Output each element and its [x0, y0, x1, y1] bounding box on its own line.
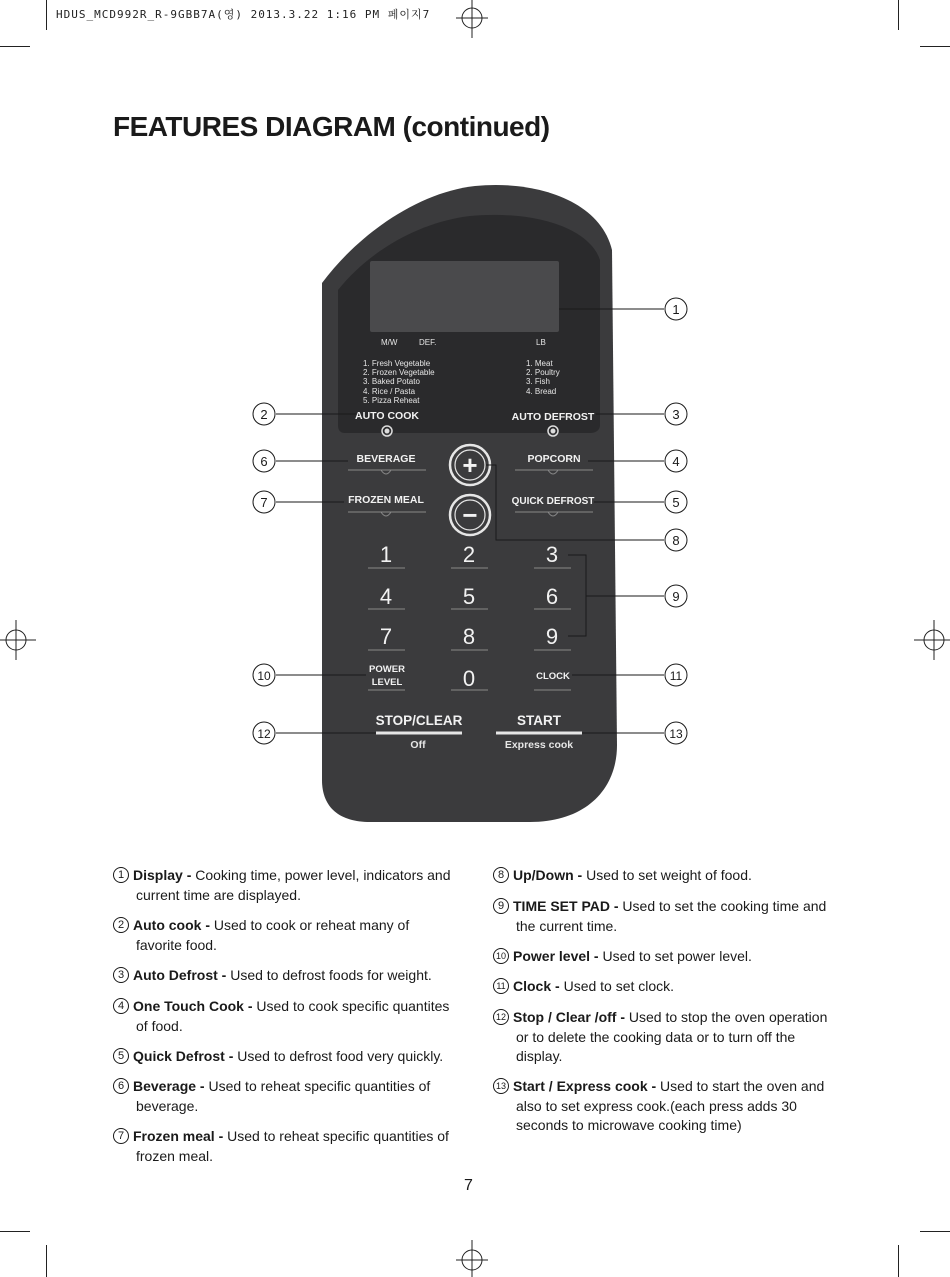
display-label-lb: LB: [536, 338, 546, 347]
crop-mark: [898, 1245, 899, 1277]
auto-cook-list-item: 1. Fresh Vegetable: [363, 359, 431, 368]
feature-item-frozen-meal: 7 Frozen meal - Used to reheat specific quantities of frozen meal.: [113, 1127, 453, 1166]
express-cook-label: Express cook: [504, 739, 574, 751]
auto-cook-list-item: 5. Pizza Reheat: [363, 396, 420, 405]
feature-item-beverage: 6 Beverage - Used to reheat specific quantities of beverage.: [113, 1077, 453, 1116]
feature-item-time-set-pad: 9 TIME SET PAD - Used to set the cooking time and the current time.: [493, 897, 833, 936]
print-header: HDUS_MCD992R_R-9GBB7A(영) 2013.3.22 1:16 PM 페이지7: [56, 8, 431, 21]
feature-item-one-touch-cook: 4 One Touch Cook - Used to cook specific quantites of food.: [113, 997, 453, 1036]
page-number: 7: [464, 1177, 473, 1194]
feature-number: 2: [113, 917, 129, 933]
start-button[interactable]: START: [517, 713, 561, 728]
feature-number: 7: [113, 1128, 129, 1144]
auto-cook-list-item: 4. Rice / Pasta: [363, 387, 416, 396]
callout-number: 9: [672, 589, 680, 604]
keypad-key[interactable]: 9: [545, 624, 559, 649]
callout-number: 6: [260, 454, 268, 469]
display-label-def: DEF.: [419, 338, 437, 347]
keypad-key[interactable]: 8: [462, 624, 476, 649]
callout-number: 10: [257, 669, 271, 683]
crop-mark: [46, 1245, 47, 1277]
feature-item-clock: 11 Clock - Used to set clock.: [493, 977, 833, 997]
callout-number: 1: [672, 302, 680, 317]
power-level-button[interactable]: POWER: [369, 664, 405, 675]
feature-item-stop-clear: 12 Stop / Clear /off - Used to stop the oven operation or to delete the cooking data or to turn off the display.: [493, 1008, 833, 1067]
clock-button[interactable]: CLOCK: [536, 671, 570, 682]
auto-cook-list-item: 3. Baked Potato: [363, 377, 420, 386]
crop-mark: [920, 1231, 950, 1232]
feature-item-quick-defrost: 5 Quick Defrost - Used to defrost food very quickly.: [113, 1047, 453, 1067]
minus-icon: −: [462, 500, 478, 530]
callout-number: 4: [672, 454, 680, 469]
feature-number: 4: [113, 998, 129, 1014]
page-title: FEATURES DIAGRAM (continued): [113, 111, 550, 142]
auto-defrost-list-item: 1. Meat: [526, 359, 553, 368]
display-label-mw: M/W: [381, 338, 398, 347]
keypad-key[interactable]: 6: [545, 584, 559, 609]
auto-defrost-list-item: 2. Poultry: [526, 368, 560, 377]
keypad-key[interactable]: 7: [379, 624, 393, 649]
auto-defrost-list-item: 3. Fish: [526, 377, 551, 386]
popcorn-button[interactable]: POPCORN: [527, 453, 581, 465]
feature-item-auto-defrost: 3 Auto Defrost - Used to defrost foods for weight.: [113, 966, 453, 986]
crop-mark: [0, 1231, 30, 1232]
feature-number: 8: [493, 867, 509, 883]
feature-item-up-down: 8 Up/Down - Used to set weight of food.: [493, 866, 833, 886]
auto-cook-button[interactable]: AUTO COOK: [355, 410, 419, 422]
quick-defrost-button[interactable]: QUICK DEFROST: [511, 496, 595, 507]
feature-number: 1: [113, 867, 129, 883]
callout-number: 8: [672, 533, 680, 548]
feature-item-start: 13 Start / Express cook - Used to start the oven and also to set express cook.(each press adds 30 seconds to microwave cooking time): [493, 1077, 833, 1136]
keypad-key[interactable]: 1: [379, 542, 393, 567]
callout-number: 2: [260, 407, 268, 422]
keypad-key[interactable]: 5: [462, 584, 476, 609]
auto-defrost-list-item: 4. Bread: [526, 387, 557, 396]
feature-number: 13: [493, 1078, 509, 1094]
feature-number: 11: [493, 978, 509, 994]
beverage-button[interactable]: BEVERAGE: [356, 453, 416, 465]
auto-defrost-button[interactable]: AUTO DEFROST: [511, 411, 595, 423]
feature-number: 12: [493, 1009, 509, 1025]
display-screen: [370, 261, 559, 332]
callout-number: 5: [672, 495, 680, 510]
feature-number: 9: [493, 898, 509, 914]
feature-item-power-level: 10 Power level - Used to set power level.: [493, 947, 833, 967]
callout-number: 12: [257, 727, 271, 741]
keypad-key[interactable]: 4: [379, 584, 393, 609]
feature-number: 6: [113, 1078, 129, 1094]
feature-number: 3: [113, 967, 129, 983]
keypad-key[interactable]: 2: [462, 542, 476, 567]
callout-number: 11: [669, 669, 683, 683]
auto-cook-list-item: 2. Frozen Vegetable: [363, 368, 435, 377]
keypad-key[interactable]: 3: [545, 542, 559, 567]
feature-number: 10: [493, 948, 509, 964]
power-level-button-line2: LEVEL: [371, 677, 403, 688]
registration-mark-bottom: [452, 1240, 492, 1277]
callout-number: 13: [669, 727, 683, 741]
frozen-meal-button[interactable]: FROZEN MEAL: [348, 494, 424, 506]
callout-number: 3: [672, 407, 680, 422]
off-label: Off: [410, 739, 426, 751]
feature-number: 5: [113, 1048, 129, 1064]
plus-icon: +: [462, 450, 478, 480]
feature-item-auto-cook: 2 Auto cook - Used to cook or reheat many of favorite food.: [113, 916, 453, 955]
keypad-key[interactable]: 0: [462, 666, 476, 691]
stop-clear-button[interactable]: STOP/CLEAR: [375, 713, 463, 728]
callout-number: 7: [260, 495, 268, 510]
feature-item-display: 1 Display - Cooking time, power level, indicators and current time are displayed.: [113, 866, 453, 905]
